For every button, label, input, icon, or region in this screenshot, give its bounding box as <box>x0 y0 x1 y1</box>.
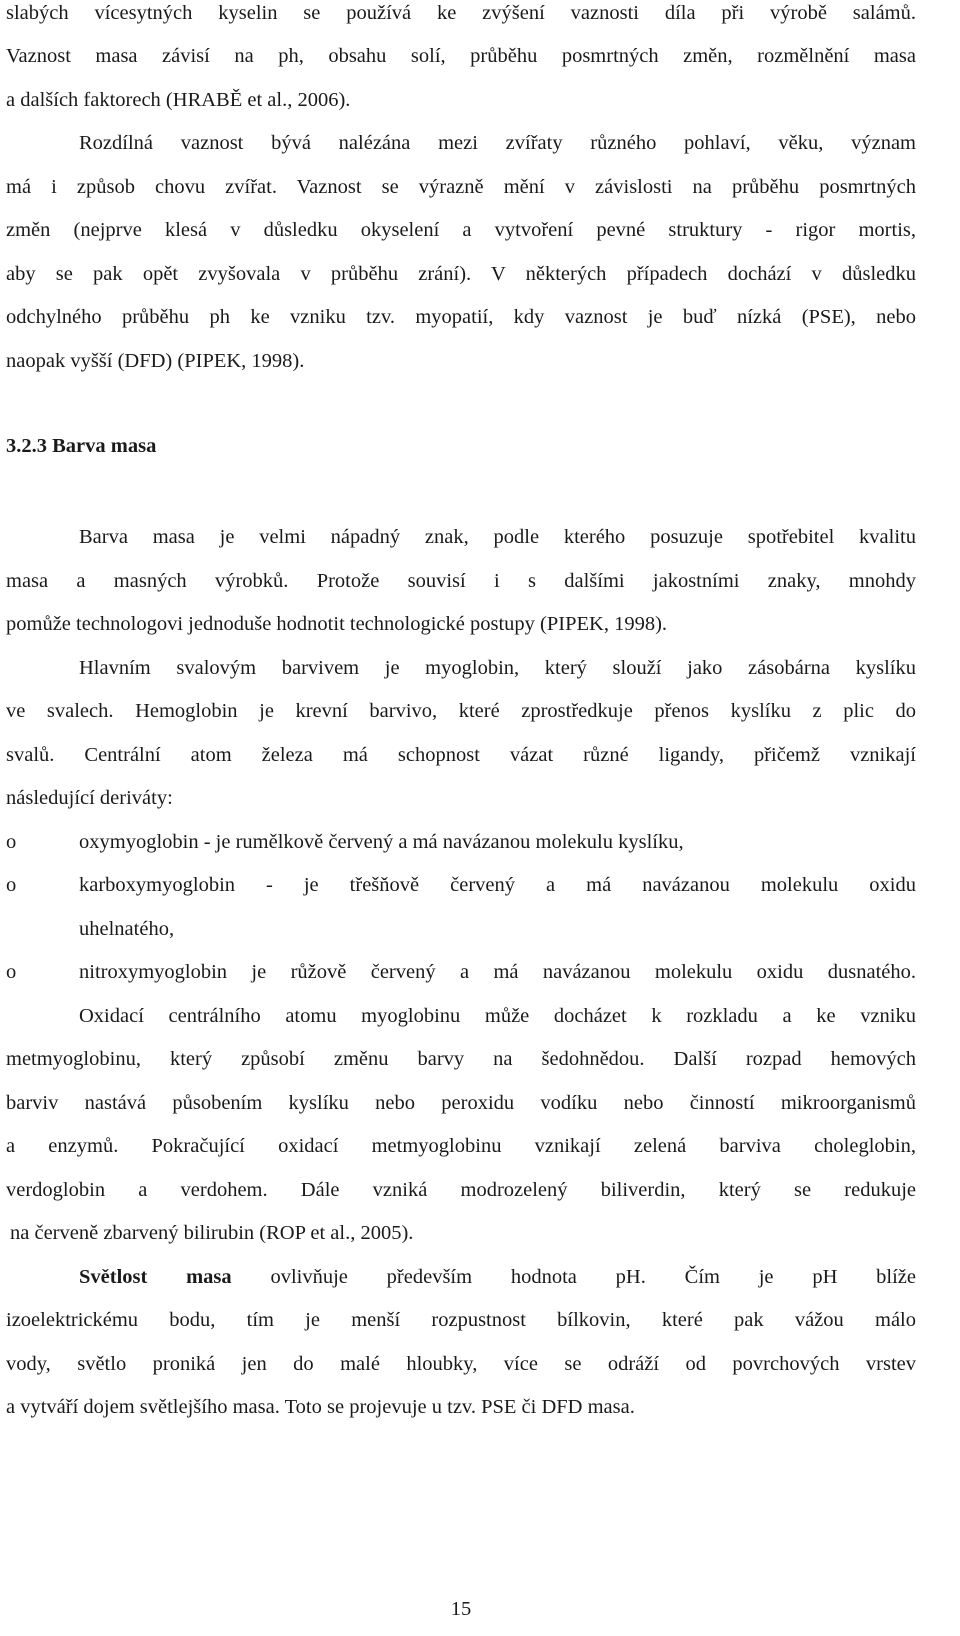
list-item-text: oxymyoglobin - je rumělkově červený a má navázanou molekulu kyslíku, <box>79 831 684 853</box>
text-run: ovlivňuje především hodnota pH. Čím je pH blíže <box>231 1266 916 1288</box>
list-item-text: nitroxymyoglobin je růžově červený a má navázanou molekulu oxidu dusnatého. <box>79 961 916 983</box>
text-line: následující deriváty: <box>6 787 173 809</box>
text-line: a vytváří dojem světlejšího masa. Toto se projevuje u tzv. PSE či DFD masa. <box>6 1396 635 1418</box>
text-line: Hlavním svalovým barvivem je myoglobin, který slouží jako zásobárna kyslíku <box>79 657 916 679</box>
text-line: Oxidací centrálního atomu myoglobinu může docházet k rozkladu a ke vzniku <box>79 1005 916 1027</box>
bullet-marker: o <box>6 961 17 983</box>
bullet-marker: o <box>6 831 17 853</box>
text-line: metmyoglobinu, který způsobí změnu barvy na šedohnědou. Další rozpad hemových <box>6 1048 916 1070</box>
list-item-text: karboxymyoglobin - je třešňově červený a má navázanou molekulu oxidu <box>79 874 916 896</box>
page-number: 15 <box>450 1598 472 1620</box>
text-line: ve svalech. Hemoglobin je krevní barvivo, které zprostředkuje přenos kyslíku z plic do <box>6 700 916 722</box>
text-line: masa a masných výrobků. Protože souvisí i s dalšími jakostními znaky, mnohdy <box>6 570 916 592</box>
text-line: svalů. Centrální atom železa má schopnost vázat různé ligandy, přičemž vznikají <box>6 744 916 766</box>
text-line: na červeně zbarvený bilirubin (ROP et al., 2005). <box>10 1222 414 1244</box>
text-line: Barva masa je velmi nápadný znak, podle kterého posuzuje spotřebitel kvalitu <box>79 526 916 548</box>
text-line: Rozdílná vaznost bývá nalézána mezi zvířaty různého pohlaví, věku, význam <box>79 132 916 154</box>
text-line: má i způsob chovu zvířat. Vaznost se výrazně mění v závislosti na průběhu posmrtných <box>6 176 916 198</box>
text-line: změn (nejprve klesá v důsledku okyselení a vytvoření pevné struktury - rigor mortis, <box>6 219 916 241</box>
text-line: a dalších faktorech (HRABĚ et al., 2006). <box>6 89 351 111</box>
text-line: izoelektrickému bodu, tím je menší rozpustnost bílkovin, které pak vážou málo <box>6 1309 916 1331</box>
section-heading: 3.2.3 Barva masa <box>6 435 157 457</box>
text-line: verdoglobin a verdohem. Dále vzniká modrozelený biliverdin, který se redukuje <box>6 1179 916 1201</box>
text-line: slabých vícesytných kyselin se používá ke zvýšení vaznosti díla při výrobě salámů. <box>6 2 916 24</box>
bullet-marker: o <box>6 874 17 896</box>
text-line: barviv nastává působením kyslíku nebo peroxidu vodíku nebo činností mikroorganismů <box>6 1092 916 1114</box>
bold-term: Světlost masa <box>79 1266 232 1288</box>
list-item-continuation: uhelnatého, <box>79 918 175 940</box>
text-line: vody, světlo proniká jen do malé hloubky, více se odráží od povrchových vrstev <box>6 1353 916 1375</box>
text-line: a enzymů. Pokračující oxidací metmyoglobinu vznikají zelená barviva choleglobin, <box>6 1135 916 1157</box>
text-line: naopak vyšší (DFD) (PIPEK, 1998). <box>6 350 305 372</box>
text-line: pomůže technologovi jednoduše hodnotit technologické postupy (PIPEK, 1998). <box>6 613 668 635</box>
text-line <box>79 1264 916 1290</box>
text-line: aby se pak opět zvyšovala v průběhu zrání). V některých případech dochází v důsledku <box>6 263 916 285</box>
text-line: Vaznost masa závisí na ph, obsahu solí, průběhu posmrtných změn, rozmělnění masa <box>6 45 916 67</box>
text-line: odchylného průběhu ph ke vzniku tzv. myopatií, kdy vaznost je buď nízká (PSE), nebo <box>6 306 916 328</box>
